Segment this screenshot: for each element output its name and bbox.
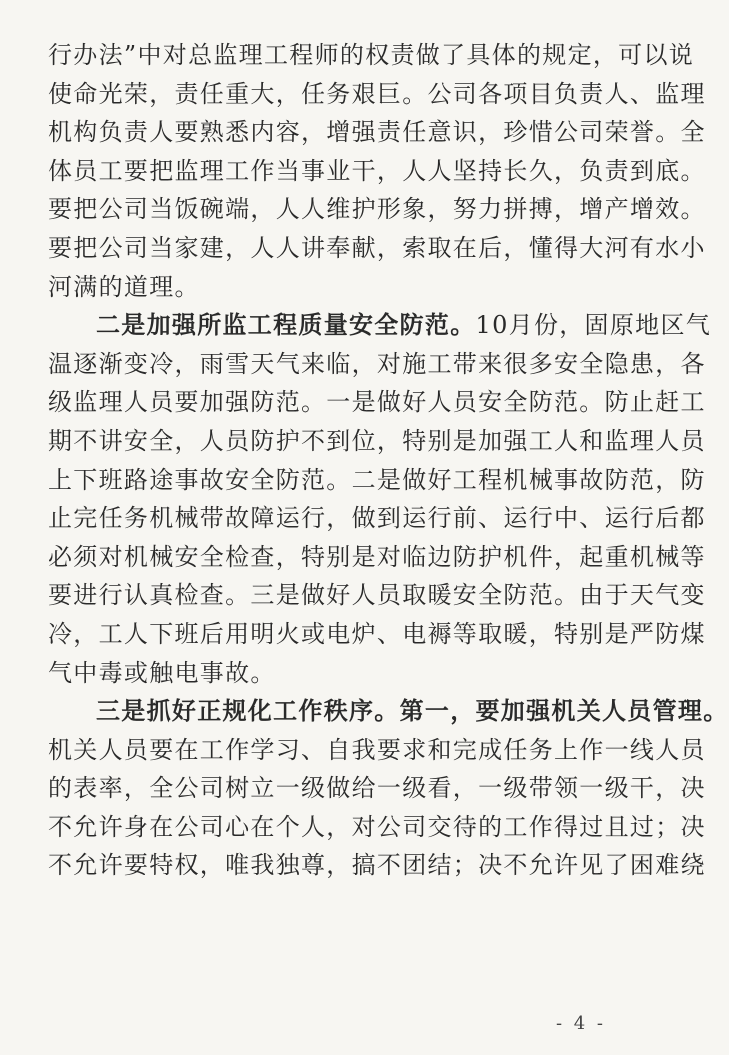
paragraph-2-line-8: 要进行认真检查。三是做好人员取暖安全防范。由于天气变 — [48, 581, 706, 610]
page-number: - 4 - — [555, 1013, 606, 1034]
paragraph-1-line-7: 河满的道理。 — [48, 272, 200, 301]
paragraph-2-line-5: 上下班路途事故安全防范。二是做好工程机械事故防范，防 — [48, 465, 706, 494]
paragraph-2-line-9: 冷，工人下班后用明火或电炉、电褥等取暖，特别是严防煤 — [48, 619, 706, 648]
paragraph-3-first-line — [48, 692, 729, 731]
paragraph-1-line-5: 要把公司当饭碗端，人人维护形象，努力拼搏，增产增效。 — [48, 195, 706, 224]
paragraph-2-first-line — [48, 306, 712, 345]
paragraph-3-line-2: 的表率，全公司树立一级做给一级看，一级带领一级干，决 — [48, 774, 706, 803]
paragraph-2-line-10: 气中毒或触电事故。 — [48, 658, 276, 687]
paragraph-1-line-2: 使命光荣，责任重大，任务艰巨。公司各项目负责人、监理 — [48, 79, 706, 108]
paragraph-2-line-7: 必须对机械安全检查，特别是对临边防护机件，起重机械等 — [48, 542, 706, 571]
paragraph-2-line-2: 温逐渐变冷，雨雪天气来临，对施工带来很多安全隐患，各 — [48, 349, 706, 378]
paragraph-1-line-6: 要把公司当家建，人人讲奉献，索取在后，懂得大河有水小 — [48, 233, 706, 262]
paragraph-3-line-4: 不允许要特权，唯我独尊，搞不团结；决不允许见了困难绕 — [48, 851, 706, 880]
paragraph-2-line-3: 级监理人员要加强防范。一是做好人员安全防范。防止赶工 — [48, 388, 706, 417]
paragraph-1-line-1: 行办法”中对总监理工程师的权责做了具体的规定，可以说 — [48, 41, 695, 69]
paragraph-1-line-3: 机构负责人要熟悉内容，增强责任意识，珍惜公司荣誉。全 — [48, 118, 706, 147]
paragraph-3-line-3: 不允许身在公司心在个人，对公司交待的工作得过且过；决 — [48, 812, 706, 841]
document-body — [48, 36, 729, 885]
paragraph-2-heading: 二是加强所监工程质量安全防范。 — [96, 310, 476, 340]
paragraph-2-line-1: 10月份，固原地区气 — [475, 311, 712, 340]
paragraph-1-line-4: 体员工要把监理工作当事业干，人人坚持长久，负责到底。 — [48, 156, 706, 185]
paragraph-2-line-6: 止完任务机械带故障运行，做到运行前、运行中、运行后都 — [48, 504, 706, 533]
paragraph-2-line-4: 期不讲安全，人员防护不到位，特别是加强工人和监理人员 — [48, 426, 706, 455]
paragraph-3-line-1: 机关人员要在工作学习、自我要求和完成任务上作一线人员 — [48, 735, 706, 764]
paragraph-3-heading: 三是抓好正规化工作秩序。第一，要加强机关人员管理。 — [96, 696, 729, 726]
